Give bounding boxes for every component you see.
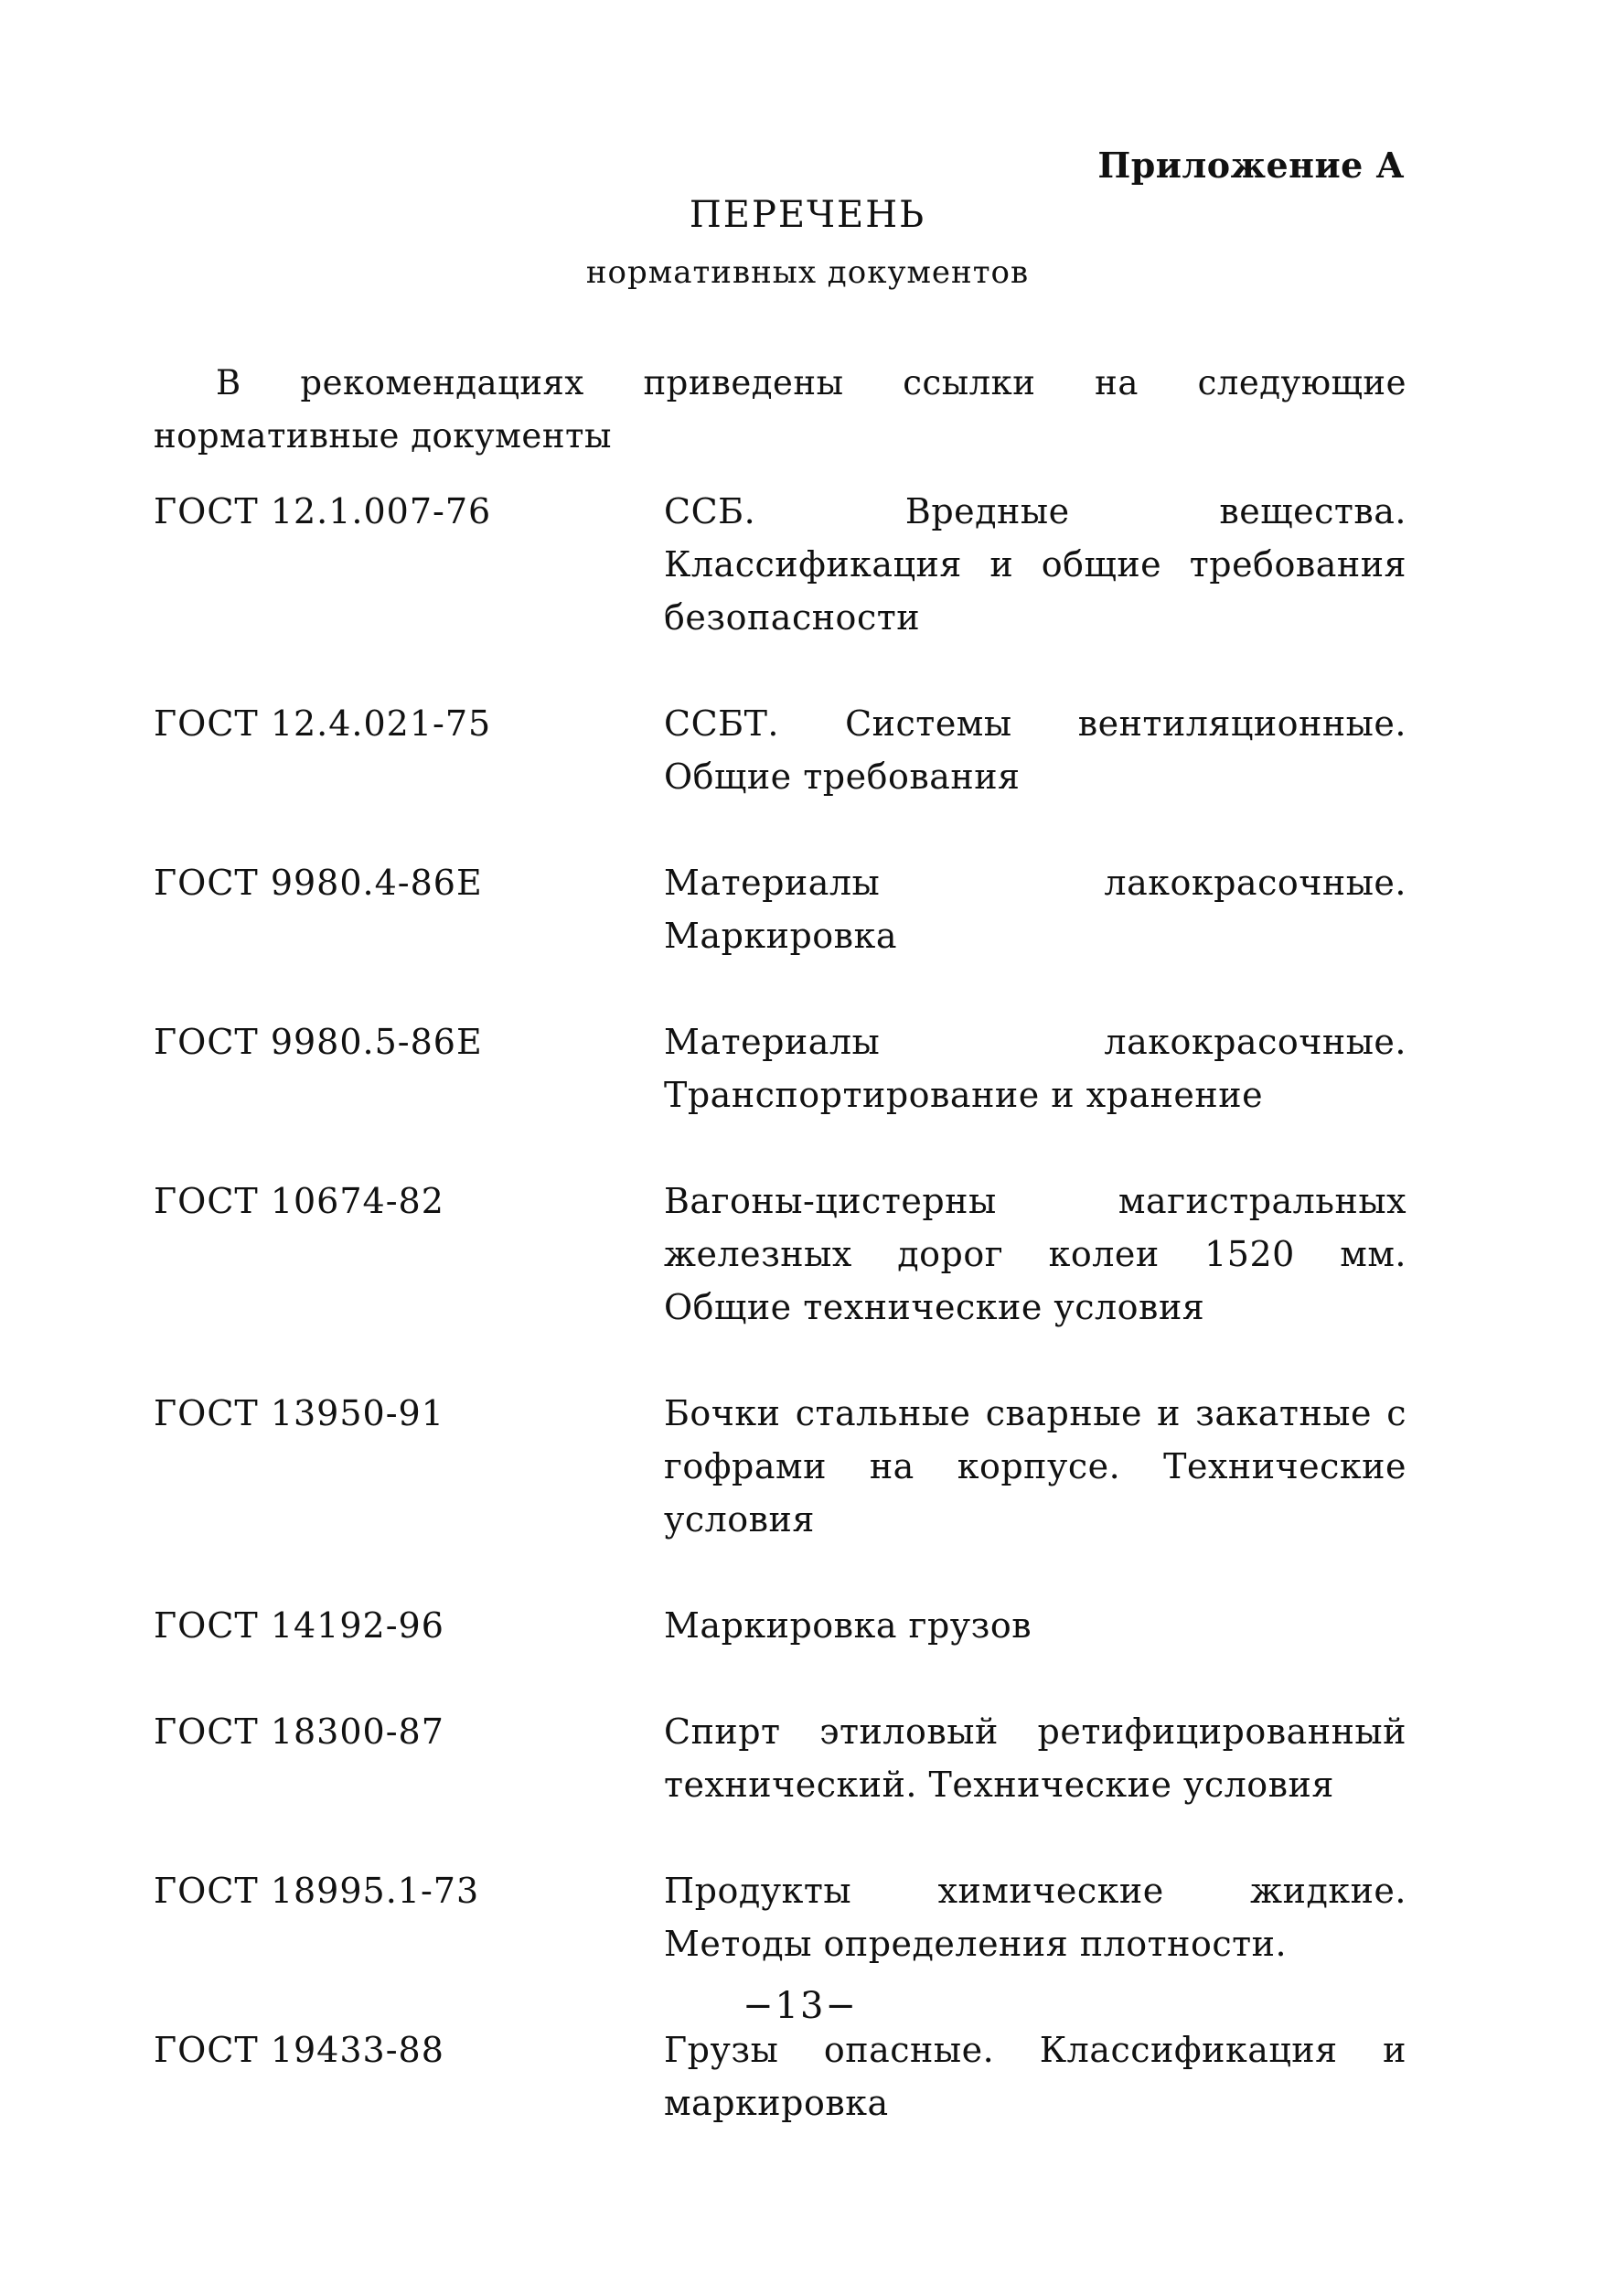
reference-code: ГОСТ 9980.4-86Е	[154, 863, 483, 903]
reference-item	[154, 1015, 1406, 1121]
reference-item	[154, 697, 1406, 803]
reference-description: Бочки стальные сварные и закатные с гофрами на корпусе. Технические условия	[664, 1393, 1406, 1540]
reference-description: Материалы лакокрасочные. Транспортирование и хранение	[664, 1022, 1406, 1115]
document-title: ПЕРЕЧЕНЬ	[689, 194, 926, 236]
reference-description: ССБ. Вредные вещества. Классификация и общие требования безопасности	[664, 491, 1406, 638]
reference-item	[154, 1387, 1406, 1546]
document-subtitle: нормативных документов	[585, 254, 1030, 291]
page-number: −13−	[743, 1985, 858, 2027]
reference-description: Продукты химические жидкие. Методы определения плотности.	[664, 1871, 1406, 1964]
reference-code: ГОСТ 13950-91	[154, 1393, 444, 1433]
reference-code: ГОСТ 14192-96	[154, 1605, 444, 1646]
reference-description: ССБТ. Системы вентиляционные. Общие требования	[664, 703, 1406, 797]
reference-code: ГОСТ 10674-82	[154, 1181, 444, 1221]
reference-description: Вагоны-цистерны магистральных железных дорог колеи 1520 мм. Общие технические условия	[664, 1181, 1406, 1327]
reference-item	[154, 1705, 1406, 1811]
reference-list	[154, 485, 1406, 2130]
reference-code: ГОСТ 18995.1-73	[154, 1871, 480, 1911]
reference-item	[154, 1175, 1406, 1334]
reference-item	[154, 1599, 1406, 1652]
reference-description: Грузы опасные. Классификация и маркировка	[664, 2030, 1406, 2123]
reference-item	[154, 485, 1406, 644]
reference-item	[154, 856, 1406, 962]
intro-paragraph: В рекомендациях приведены ссылки на следующие нормативные документы	[154, 363, 1406, 456]
reference-description: Спирт этиловый ретифицированный технический. Технические условия	[664, 1711, 1406, 1805]
reference-code: ГОСТ 18300-87	[154, 1711, 444, 1752]
reference-code: ГОСТ 9980.5-86Е	[154, 1022, 483, 1062]
reference-item	[154, 2023, 1406, 2130]
reference-description: Материалы лакокрасочные. Маркировка	[664, 863, 1406, 956]
reference-code: ГОСТ 19433-88	[154, 2030, 444, 2070]
appendix-label: Приложение А	[1097, 145, 1405, 186]
reference-code: ГОСТ 12.4.021-75	[154, 703, 492, 744]
reference-item	[154, 1864, 1406, 1970]
reference-code: ГОСТ 12.1.007-76	[154, 491, 492, 531]
reference-description: Маркировка грузов	[664, 1605, 1032, 1646]
